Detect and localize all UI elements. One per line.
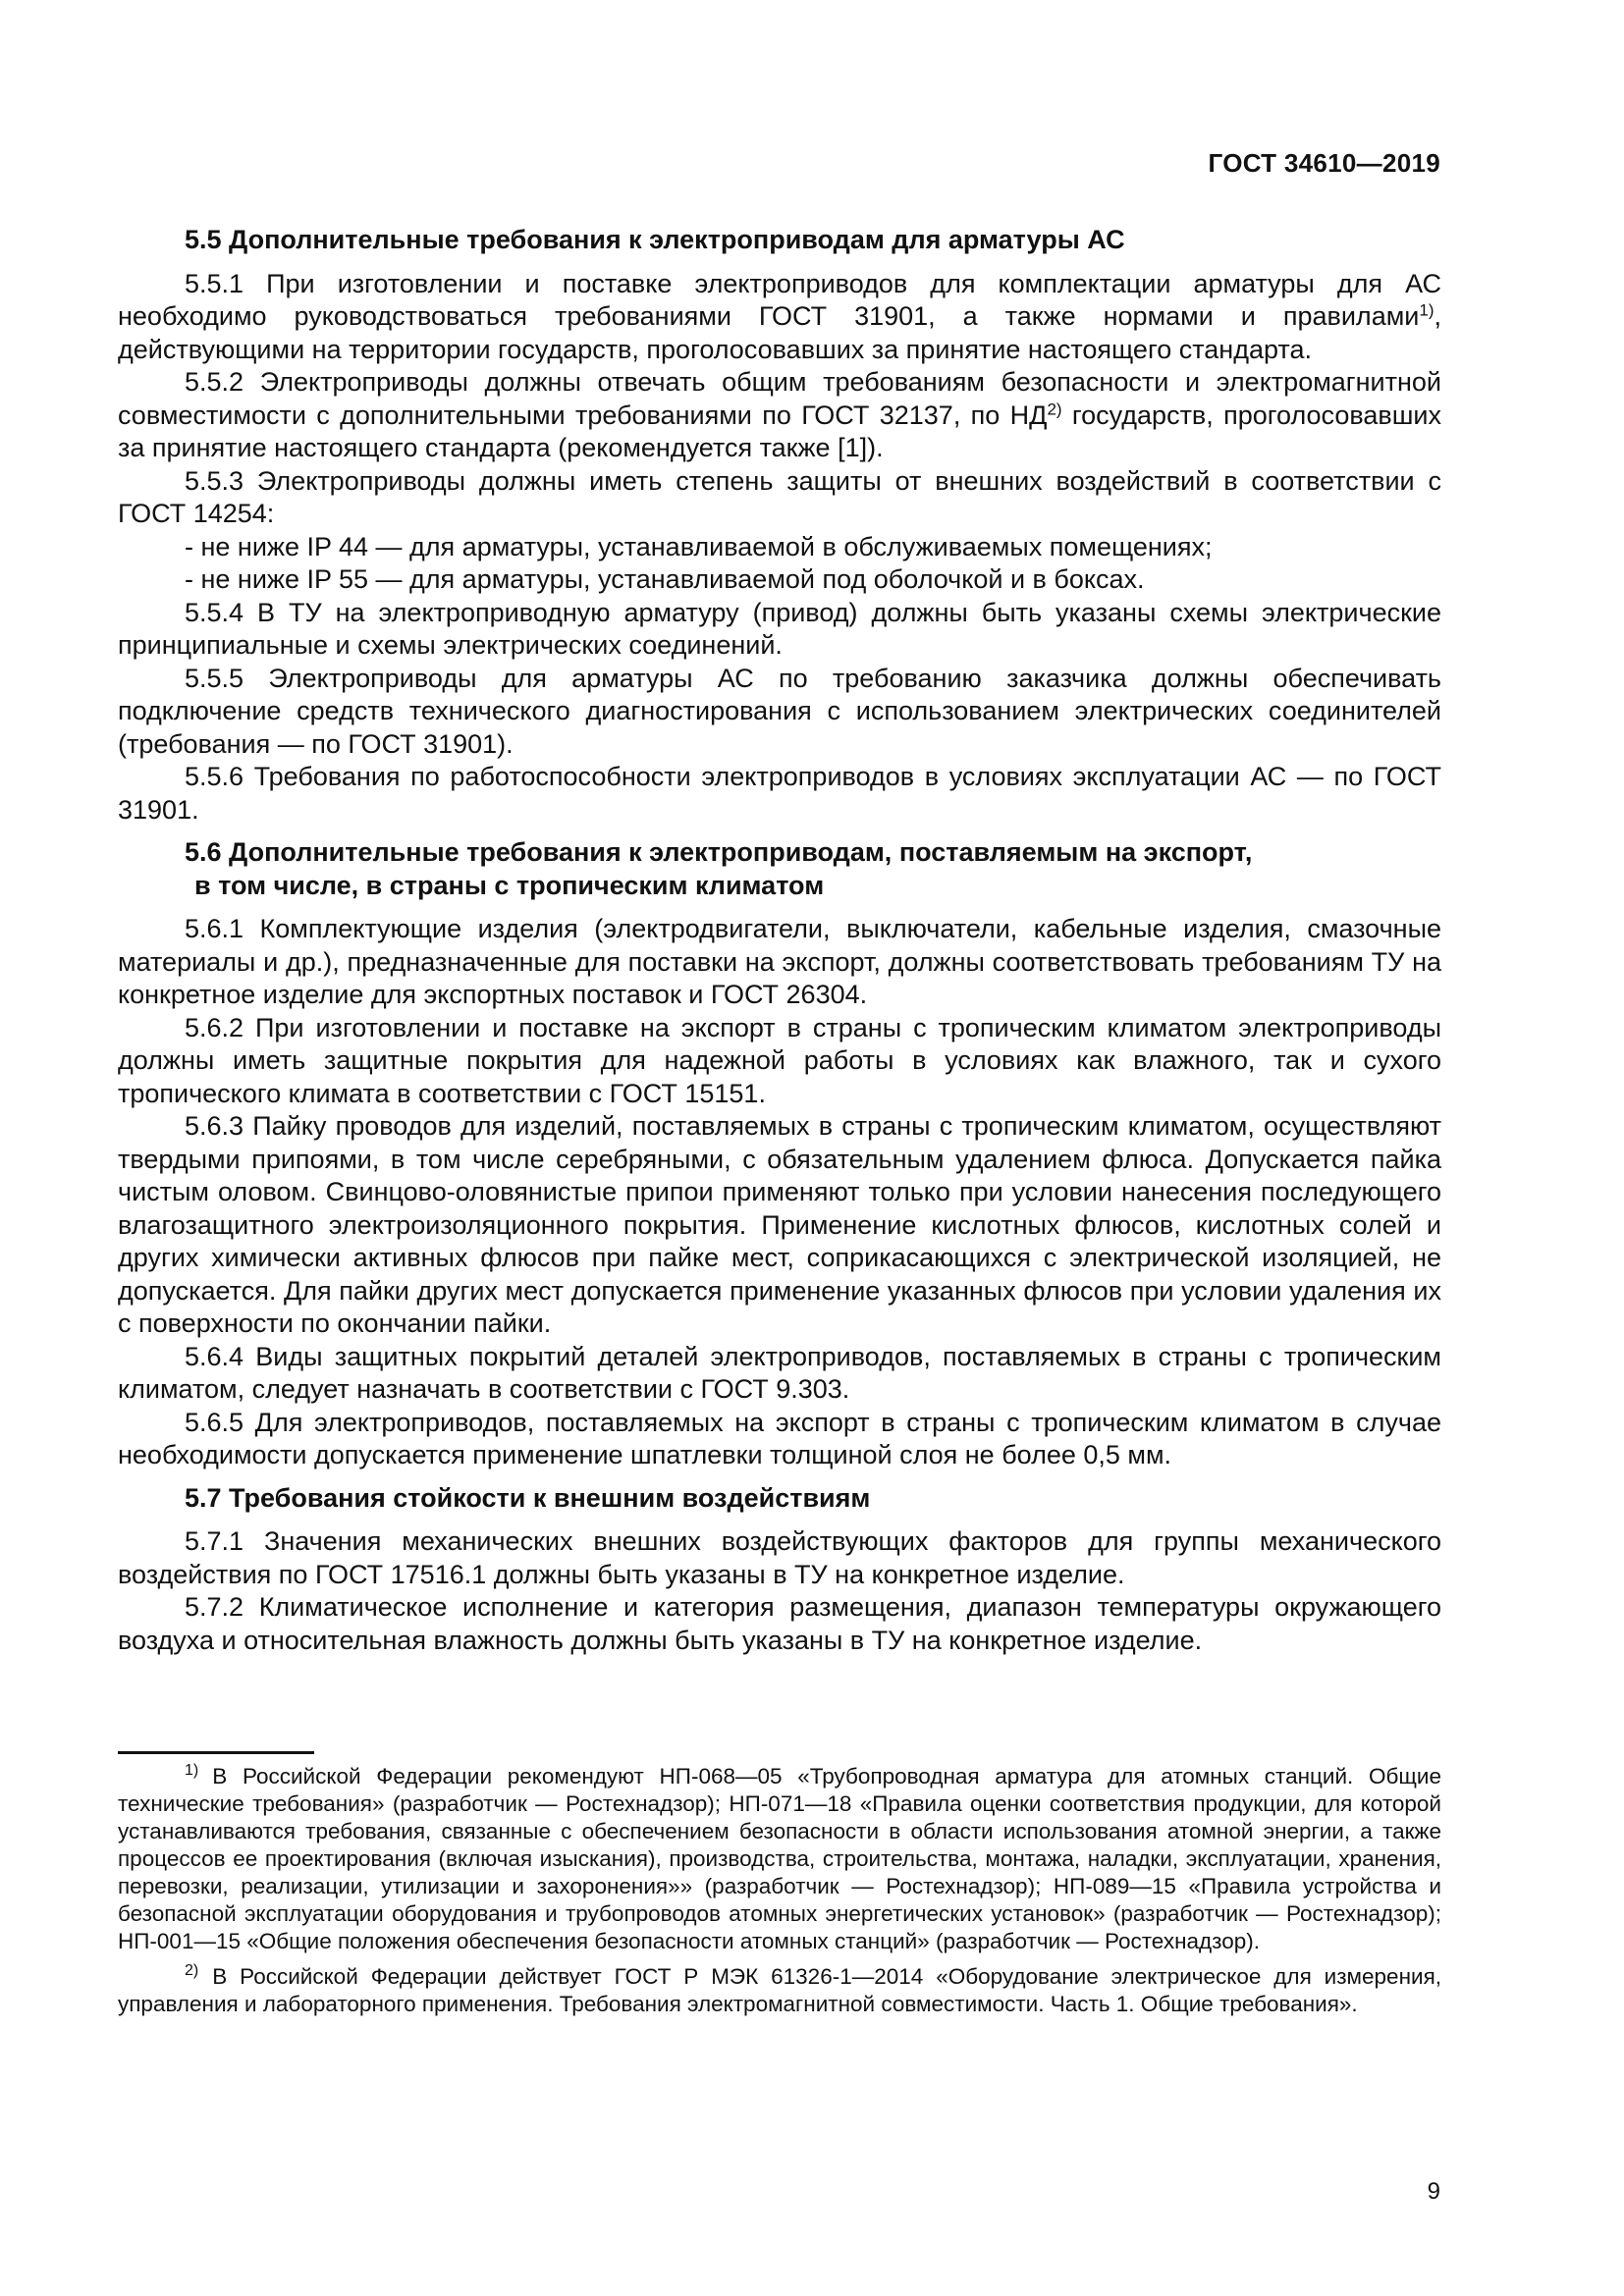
paragraph-5-6-2: 5.6.2 При изготовлении и поставке на экспорт в страны с тропическим климатом электроприводы должны иметь защитные покрытия для надежной работы в условиях как влажного, так и сухого тропического климата в соответствии с ГОСТ 15151. bbox=[118, 1012, 1441, 1108]
paragraph-5-5-3: 5.5.3 Электроприводы должны иметь степень защиты от внешних воздействий в соответствии с ГОСТ 14254: bbox=[118, 465, 1441, 528]
footnote-2: $^{2)}$ В Российской Федерации действует ГОСТ Р МЭК 61326-1—2014 «Оборудование электрическое для измерения, управления и лабораторного применения. Требования электромагнитной совместимости. Часть 1. Общие требования». bbox=[118, 1962, 1441, 2016]
footnote-ref-1[interactable]: 1) bbox=[1419, 300, 1435, 320]
page-number: 9 bbox=[1427, 2178, 1440, 2205]
paragraph-5-5-6: 5.5.6 Требования по работоспособности электроприводов в условиях эксплуатации АС — по ГОСТ 31901. bbox=[118, 762, 1441, 825]
document-body bbox=[118, 224, 1441, 1657]
paragraph-5-5-5: 5.5.5 Электроприводы для арматуры АС по требованию заказчика должны обеспечивать подключение средств технического диагностирования с использованием электрических соединителей (требования — по ГОСТ 31901). bbox=[118, 663, 1441, 759]
paragraph-5-6-4: 5.6.4 Виды защитных покрытий деталей электроприводов, поставляемых в страны с тропическим климатом, следует назначать в соответствии с ГОСТ 9.303. bbox=[118, 1341, 1441, 1404]
footnote-1: $^{1)}$ В Российской Федерации рекомендуют НП-068—05 «Трубопроводная арматура для атомных станций. Общие технические требования» (разработчик — Ростехнадзор); НП-071—18 «Правила оценки соответствия продукции, для которой устанавливаются требования, связанные с обеспечением безопасности в области использования атомной энергии, а также процессов ее проектирования (включая изыскания), производства, строительства, монтажа, наладки, эксплуатации, хранения, перевозки, реализации, утилизации и захоронения»» (разработчик — Ростехнадзор); НП-089—15 «Правила устройства и безопасной эксплуатации оборудования и трубопроводов атомных энергетических установок» (разработчик — Ростехнадзор); НП-001—15 «Общие положения обеспечения безопасности атомных станций» (разработчик — Ростехнадзор). bbox=[118, 1762, 1441, 1953]
section-title-5-7: 5.7 Требования стойкости к внешним воздействиям bbox=[185, 1482, 871, 1513]
footnote-divider bbox=[118, 1751, 314, 1754]
paragraph-5-5-2: 5.5.2 Электроприводы должны отвечать общим требованиям безопасности и электромагнитной совместимости с дополнительными требованиями по ГОСТ 32137, по НД$^{2)}$ государств, проголосовавших за принятие настоящего стандарта (рекомендуется также [1]). bbox=[118, 367, 1441, 462]
list-item-ip44: - не ниже IP 44 — для арматуры, устанавливаемой в обслуживаемых помещениях; bbox=[185, 531, 1213, 561]
paragraph-5-7-1: 5.7.1 Значения механических внешних воздействующих факторов для группы механического воздействия по ГОСТ 17516.1 должны быть указаны в ТУ на конкретное изделие. bbox=[118, 1526, 1441, 1589]
section-title-5-6: 5.6 Дополнительные требования к электроприводам, поставляемым на экспорт, в том числе, в страны с тропическим климатом bbox=[185, 837, 1253, 900]
paragraph-5-6-3: 5.6.3 Пайку проводов для изделий, поставляемых в страны с тропическим климатом, осуществляют твердыми припоями, в том числе серебряными, с обязательным удалением флюса. Допускается пайка чистым оловом. Свинцово-оловянистые припои применяют только при условии нанесения последующего влагозащитного электроизоляционного покрытия. Применение кислотных флюсов, кислотных солей и других химически активных флюсов при пайке мест, соприкасающихся с электрической изоляцией, не допускается. Для пайки других мест допускается применение указанных флюсов при условии удаления их с поверхности по окончании пайки. bbox=[118, 1111, 1441, 1338]
footnote-ref-2[interactable]: 2) bbox=[1047, 400, 1062, 419]
paragraph-5-6-5: 5.6.5 Для электроприводов, поставляемых на экспорт в страны с тропическим климатом в случае необходимости допускается применение шпатлевки толщиной слоя не более 0,5 мм. bbox=[118, 1407, 1441, 1469]
footnote-mark-1: 1) bbox=[185, 1762, 199, 1780]
list-item-ip55: - не ниже IP 55 — для арматуры, устанавливаемой под оболочкой и в боксах. bbox=[185, 564, 1145, 594]
paragraph-5-7-2: 5.7.2 Климатическое исполнение и категория размещения, диапазон температуры окружающего воздуха и относительная влажность должны быть указаны в ТУ на конкретное изделие. bbox=[118, 1592, 1441, 1655]
paragraph-5-5-4: 5.5.4 В ТУ на электроприводную арматуру (привод) должны быть указаны схемы электрические принципиальные и схемы электрических соединений. bbox=[118, 597, 1441, 660]
section-title-5-5: 5.5 Дополнительные требования к электроприводам для арматуры АС bbox=[185, 225, 1125, 254]
paragraph-5-6-1: 5.6.1 Комплектующие изделия (электродвигатели, выключатели, кабельные изделия, смазочные материалы и др.), предназначенные для поставки на экспорт, должны соответствовать требованиям ТУ на конкретное изделие для экспортных поставок и ГОСТ 26304. bbox=[118, 914, 1441, 1009]
paragraph-5-5-1: 5.5.1 При изготовлении и поставке электроприводов для комплектации арматуры для АС необходимо руководствоваться требованиями ГОСТ 31901, а также нормами и правилами$^{1)}$, действующими на территории государств, проголосовавших за принятие настоящего стандарта. bbox=[118, 268, 1441, 364]
footnotes bbox=[118, 1763, 1441, 2026]
document-id: ГОСТ 34610—2019 bbox=[1208, 148, 1440, 178]
footnote-mark-2: 2) bbox=[185, 1962, 199, 1980]
